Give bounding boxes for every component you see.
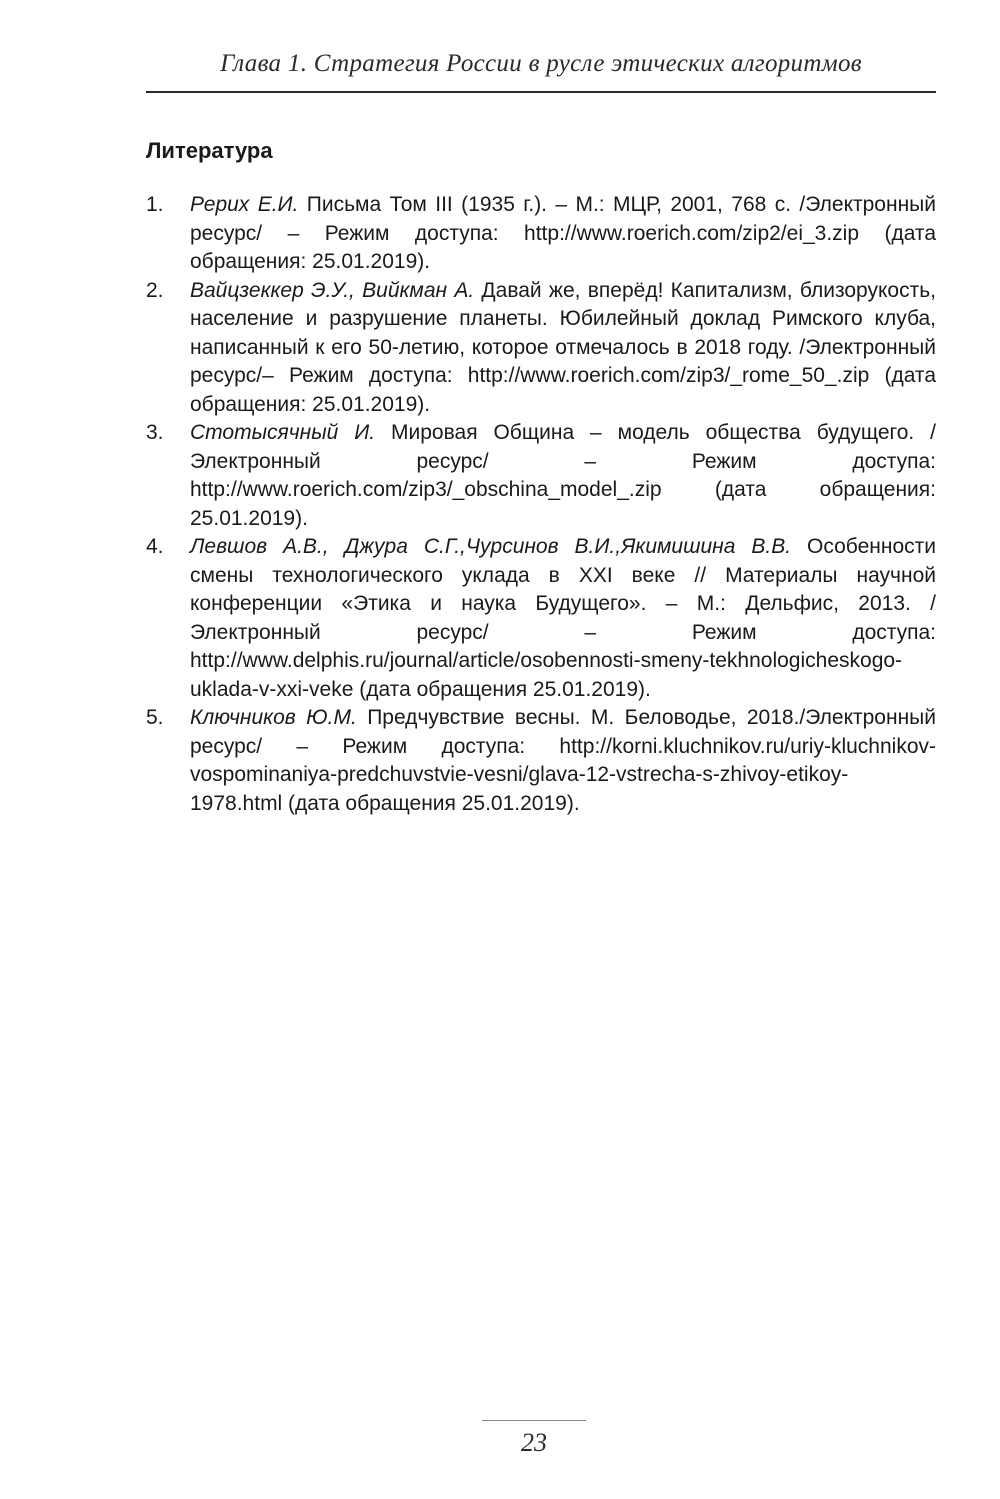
reference-number: 4. bbox=[146, 535, 164, 558]
reference-text: Мировая Община – модель общества будущего. /Электронный ресурс/ – Режим доступа: http://www.roerich.com/zip3/_obschina_model_.zip (дата обращения: 25.01.2019). bbox=[190, 421, 936, 530]
reference-text: Давай же, вперёд! Капитализм, близорукость, население и разрушение планеты. Юбилейный доклад Римского клуба, написанный к его 50-летию, которое отмечалось в 2018 году. /Электронный ресурс/– Режим доступа: http://www.roerich.com/zip3/_rome_50_.zip (дата обращения: 25.01.2019). bbox=[190, 278, 936, 416]
reference-item bbox=[146, 277, 936, 420]
reference-text: Особенности смены технологического уклада в XXI веке // Материалы научной конференции «Этика и наука Будущего». – М.: Дельфис, 2013. /Электронный ресурс/ – Режим доступа: http://www.delphis.ru/journal/article/osobennosti-smeny-tekhnologicheskogo-uklada-v-xxi-veke (дата обращения 25.01.2019). bbox=[190, 535, 936, 701]
section-title: Литература bbox=[146, 138, 273, 163]
reference-number: 5. bbox=[146, 706, 164, 729]
reference-list bbox=[146, 191, 936, 818]
reference-number: 1. bbox=[146, 193, 164, 216]
running-header: Глава 1. Стратегия России в русле этических алгоритмов bbox=[220, 50, 862, 77]
reference-author: Левшов А.В., Джура С.Г.,Чурсинов В.И.,Якимишина В.В. bbox=[190, 535, 792, 558]
reference-author: Ключников Ю.М. bbox=[190, 706, 357, 729]
page-number: 23 bbox=[521, 1428, 547, 1457]
reference-author: Стотысячный И. bbox=[190, 421, 376, 444]
footer-rule bbox=[482, 1420, 586, 1421]
reference-item bbox=[146, 191, 936, 277]
reference-item bbox=[146, 419, 936, 533]
header-rule bbox=[146, 91, 936, 93]
reference-author: Рерих Е.И. bbox=[190, 193, 299, 216]
reference-text: Письма Том III (1935 г.). – М.: МЦР, 2001, 768 с. /Электронный ресурс/ – Режим доступа: http://www.roerich.com/zip2/ei_3.zip (дата обращения: 25.01.2019). bbox=[190, 193, 937, 273]
reference-item bbox=[146, 704, 936, 818]
reference-number: 3. bbox=[146, 421, 164, 444]
reference-text: Предчувствие весны. М. Беловодье, 2018./Электронный ресурс/ – Режим доступа: http://korni.kluchnikov.ru/uriy-kluchnikov-vospominaniya-predchuvstvie-vesni/glava-12-vstrecha-s-zhivoy-etikoy-1978.html (дата обращения 25.01.2019). bbox=[190, 706, 936, 815]
reference-item bbox=[146, 533, 936, 704]
reference-number: 2. bbox=[146, 278, 164, 302]
reference-author: Вайцзеккер Э.У., Вийкман А. bbox=[190, 278, 475, 302]
